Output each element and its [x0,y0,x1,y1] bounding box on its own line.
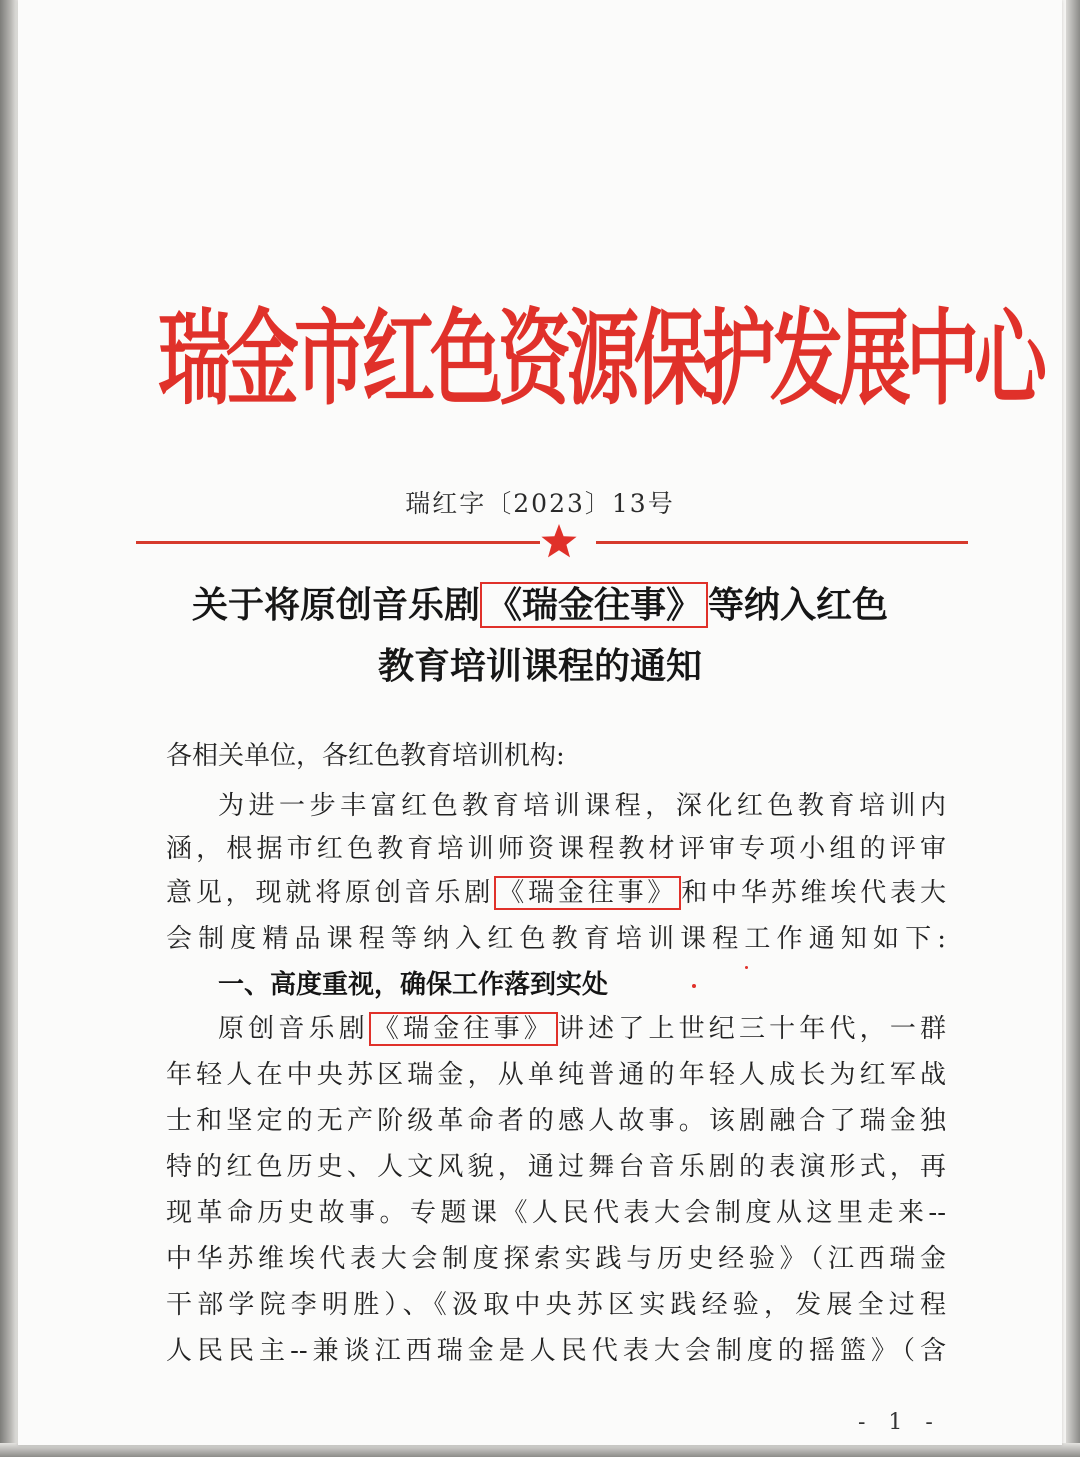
para2-line-2: 年轻人在中央苏区瑞金，从单纯普通的年轻人成长为红军战 [166,1060,946,1090]
red-mark [745,966,748,969]
red-rule-left [136,541,540,544]
para2-line-8: 人民民主--兼谈江西瑞金是人民代表大会制度的摇篮》（含 [166,1336,946,1366]
heading-text-pre: 关于将原创音乐剧 [191,584,480,626]
para1-line-3 [166,872,946,909]
highlighted-title: 《瑞金往事》 [494,876,681,910]
para1-line-1: 为进一步丰富红色教育培训课程，深化红色教育培训内 [218,791,946,821]
document-number: 瑞红字〔2023〕13号 [405,489,675,518]
para2-line-4: 特的红色历史、人文风貌，通过舞台音乐剧的表演形式，再 [166,1152,946,1182]
para1-line-4: 会制度精品课程等纳入红色教育培训课程工作通知如下: [166,924,946,954]
highlighted-title: 《瑞金往事》 [369,1012,558,1046]
document-heading-line-2: 教育培训课程的通知 [377,645,702,687]
scan-left-edge [0,0,18,1457]
red-star-icon [539,522,579,562]
para2-line-1-post: 讲述了上世纪三十年代，一群 [557,1014,946,1044]
heading-text-post: 等纳入红色 [708,584,889,626]
page-number: - 1 - [858,1410,941,1435]
salutation: 各相关单位，各红色教育培训机构: [166,741,565,771]
para1-line-3-post: 和中华苏维埃代表大 [681,878,946,908]
para2-line-7: 干部学院李明胜）、《汲取中央苏区实践经验，发展全过程 [166,1290,946,1320]
para1-line-3-pre: 意见，现就将原创音乐剧 [166,878,495,908]
para2-line-6: 中华苏维埃代表大会制度探索实践与历史经验》（江西瑞金 [166,1244,946,1274]
para2-line-1-pre: 原创音乐剧 [218,1014,369,1044]
document-heading-line-1 [18,577,1062,628]
red-rule-right [596,541,968,544]
para2-line-1 [218,1008,946,1045]
para2-line-3: 士和坚定的无产阶级革命者的感人故事。该剧融合了瑞金独 [166,1106,946,1136]
issuing-organization-title: 瑞金市红色资源保护发展中心 [158,299,1042,420]
red-mark [692,984,696,988]
scan-right-edge [1066,0,1080,1457]
heading-highlighted-title: 《瑞金往事》 [480,582,708,628]
para1-line-2: 涵，根据市红色教育培训师资课程教材评审专项小组的评审 [166,834,946,864]
para2-line-5: 现革命历史故事。专题课《人民代表大会制度从这里走来-- [166,1198,946,1228]
section-heading-1: 一、高度重视，确保工作落到实处 [218,970,609,1000]
document-page [18,0,1062,1445]
scan-bottom-edge [0,1443,1080,1457]
